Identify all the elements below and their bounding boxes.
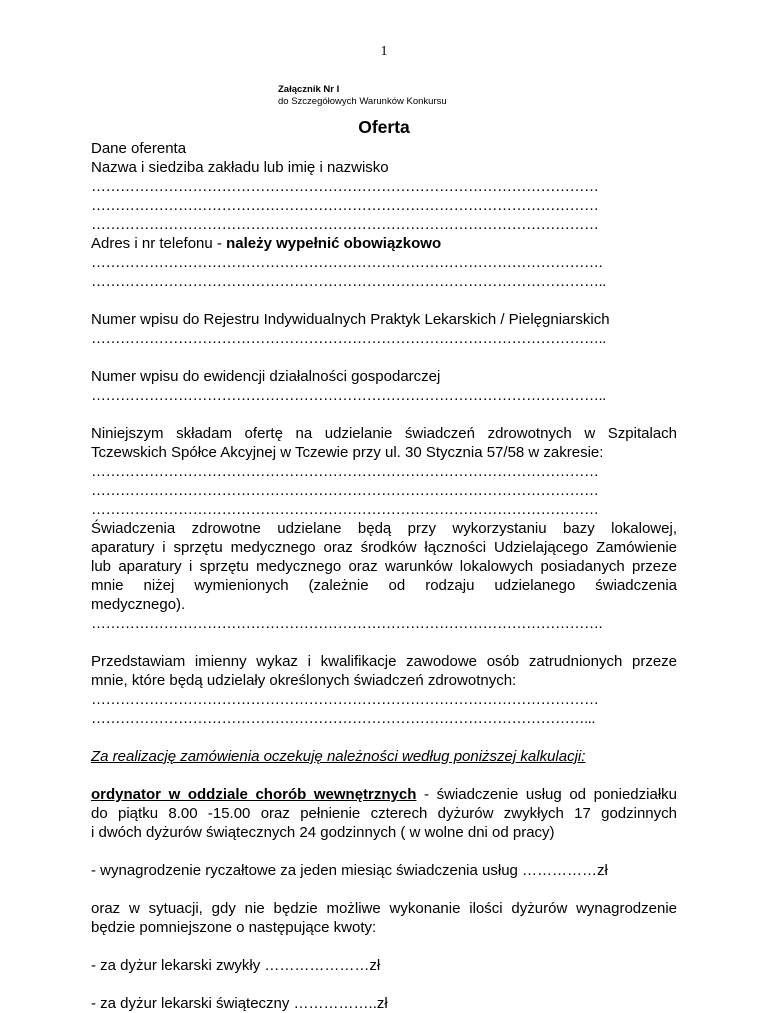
position-line-1 [91,785,677,804]
services-line-2: aparatury i sprzętu medycznego oraz środków łączności Udzielającego Zamówienie [91,539,677,556]
services-line-3: lub aparatury i sprzętu medycznego oraz warunków lokalowych posiadanych przeze [91,558,677,575]
reduction-line-1: oraz w sytuacji, gdy nie będzie możliwe wykonanie ilości dyżurów wynagrodzenie [91,900,677,917]
offeror-name-field-line-2[interactable]: …………………………………………………………………………………………… [91,197,599,214]
position-line-3: i dwóch dyżurów świątecznych 24 godzinnych ( w wolne dni od pracy) [91,824,555,841]
document-body [91,139,677,1013]
offeror-heading: Dane oferenta [91,140,187,157]
annex-subtitle: do Szczegółowych Warunków Konkursu [278,96,447,107]
document-title: Oferta [358,117,410,137]
staff-field-line-1[interactable]: …………………………………………………………………………………………… [91,691,599,708]
business-registry-field[interactable]: …………………………………………………………………………………………….. [91,387,606,404]
staff-field-line-2[interactable]: …………………………………………………………………………………………... [91,710,596,727]
business-registry-label: Numer wpisu do ewidencji działalności gospodarczej [91,368,441,385]
registry-field[interactable]: …………………………………………………………………………………………….. [91,330,606,347]
services-line-4: mnie niżej wymienionych (zależnie od rodzaju udzielanego świadczenia [91,577,677,594]
staff-statement-line-2: mnie, które będą udzielały określonych świadczeń zdrowotnych: [91,672,517,689]
registry-label: Numer wpisu do Rejestru Indywidualnych Praktyk Lekarskich / Pielęgniarskich [91,311,610,328]
reduction-line-2: będzie pomniejszone o następujące kwoty: [91,919,377,936]
services-line-1: Świadczenia zdrowotne udzielane będą przy wykorzystaniu bazy lokalowej, [91,520,677,537]
scope-field-line-1[interactable]: …………………………………………………………………………………………… [91,463,599,480]
annex-header [278,84,447,108]
holiday-duty-line: - za dyżur lekarski świąteczny ……………..zł [91,995,388,1012]
address-label-text: Adres i nr telefonu - [91,235,227,252]
offeror-name-field-line-1[interactable]: …………………………………………………………………………………………… [91,178,599,195]
position-description: - świadczenie usług od poniedziałku [416,786,677,803]
position-line-2: do piątku 8.00 -15.00 oraz pełnienie czterech dyżurów zwykłych 17 godzinnych [91,805,677,822]
scope-field-line-3[interactable]: …………………………………………………………………………………………… [91,501,599,518]
address-field-line-1[interactable]: ……………………………………………………………………………………………. [91,254,603,271]
offer-statement-line-2: Tczewskich Spółce Akcyjnej w Tczewie przy ul. 30 Stycznia 57/58 w zakresie: [91,444,604,461]
annex-number: Załącznik Nr I [278,84,340,95]
staff-statement-line-1: Przedstawiam imienny wykaz i kwalifikacje zawodowe osób zatrudnionych przeze [91,653,677,670]
equipment-field[interactable]: ……………………………………………………………………………………………. [91,615,603,632]
regular-duty-line: - za dyżur lekarski zwykły …………………zł [91,957,381,974]
services-line-5: medycznego). [91,596,186,613]
lump-sum-line: - wynagrodzenie ryczałtowe za jeden miesiąc świadczenia usług ……………zł [91,862,608,879]
address-label [91,234,677,253]
position-title: ordynator w oddziale chorób wewnętrznych [91,786,417,803]
offeror-name-label: Nazwa i siedziba zakładu lub imię i nazwisko [91,159,389,176]
offer-statement-line-1: Niniejszym składam ofertę na udzielanie świadczeń zdrowotnych w Szpitalach [91,425,677,442]
calculation-heading: Za realizację zamówienia oczekuję należności według poniższej kalkulacji: [91,748,586,765]
address-required-note: należy wypełnić obowiązkowo [226,235,442,252]
offeror-name-field-line-3[interactable]: …………………………………………………………………………………………… [91,216,599,233]
address-field-line-2[interactable]: …………………………………………………………………………………………….. [91,273,606,290]
page-number: 1 [380,44,388,59]
scope-field-line-2[interactable]: …………………………………………………………………………………………… [91,482,599,499]
